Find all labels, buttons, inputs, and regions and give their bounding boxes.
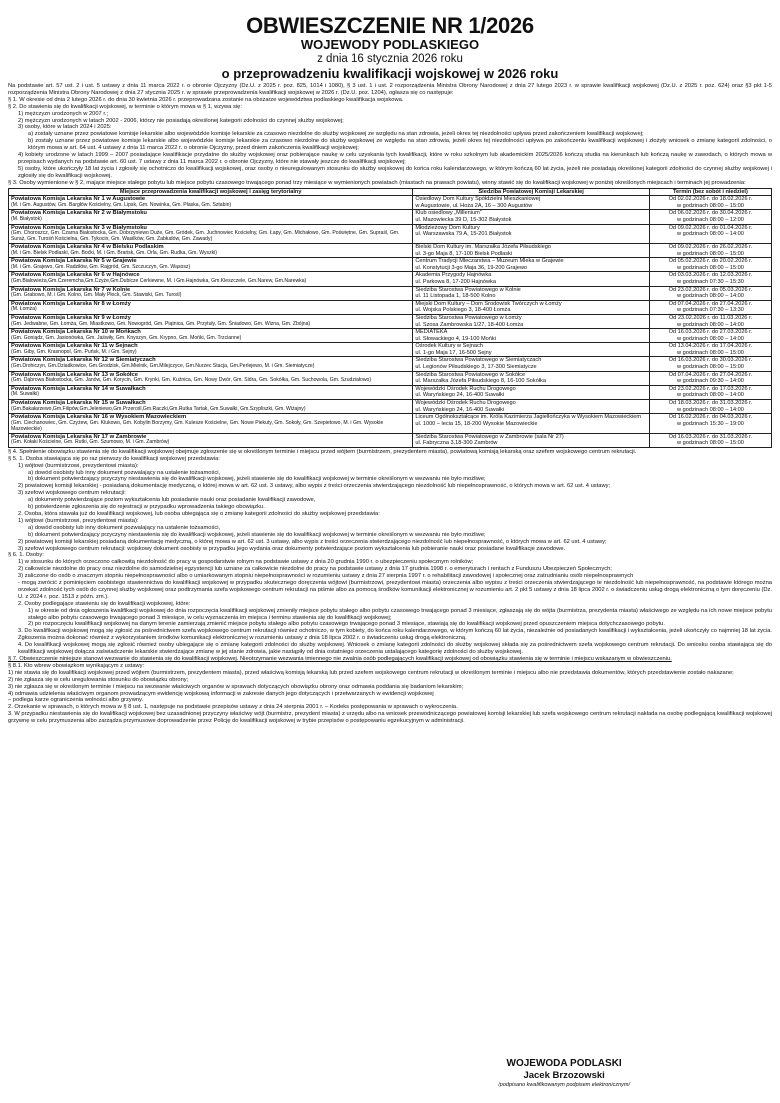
seat-address: ul. Szosa Zambrowska 1/27, 18-400 Łomża: [415, 321, 524, 328]
col-header-place: Miejsce przeprowadzenia kwalifikacji wojskowej i zasięg terytorialny: [9, 188, 413, 196]
commission-area: (Gm. Ciechanowiec, Gm. Czyżew, Gm. Klukowo, Gm. Kobylin Borzymy, Gm. Kulesze Kościelne, Gm. Nowe Piekuty, Gm. Sokoły, Gm. Szepietowo, M. i Gm. Wysokie Mazowieckie): [11, 419, 384, 432]
term-cell: [649, 357, 771, 371]
seat-cell: [413, 272, 650, 286]
section-8-head: § 8.1. Kto wbrew obowiązkom wynikającym z ustawy:: [8, 662, 145, 669]
seat-address: w Augustowie, ul. Hoża 2A, 16 – 300 Augustów: [415, 202, 533, 209]
term-dates: Od 02.02.2026 r. do 18.02.2026 r.: [668, 196, 753, 203]
seat-address: ul. Konstytucji 3-go Maja 36, 19-200 Grajewo: [415, 264, 528, 271]
term-hours: w godzinach 08:00 – 15:00: [677, 202, 744, 209]
signature-name: Jacek Brzozowski: [523, 1070, 605, 1081]
term-cell: [649, 258, 771, 272]
commission-area: (Gm.Białowieża,Gm.Czeremcha,Gm.Czyże,Gm.Dubicze Cerkiewne, M. i Gm.Hajnówka, Gm.Kleszczele, Gm.Narew, Gm.Narewka): [11, 277, 307, 284]
term-hours: w godzinach 08:00 – 12:00: [677, 216, 744, 223]
commission-area: (M. Łomża): [11, 306, 37, 313]
commission-name: Powiatowa Komisja Lekarska Nr 15 w Suwałkach: [11, 400, 146, 407]
seat-name: Osiedlowy Dom Kultury Spółdzielni Mieszkaniowej: [415, 196, 541, 203]
section-8-penalty: – podlega karze ograniczenia wolności albo grzywny.: [8, 697, 144, 704]
intro-paragraph: Na podstawie art. 57 ust. 2 i ust. 5 ustawy z dnia 11 marca 2022 r. o obronie Ojczyzny (Dz.U. z 2025 r. poz. 825, 1014 i 1080), § 3 ust. 1 i ust. 2 rozporządzenia Ministra Obrony Narodowej z dnia 27 lutego 2023 r. w sprawie kwalifikacji wojskowej (Dz.U. z 2025 r. poz. 624) oraz §3 pkt 1-5 rozporządzenia Ministra Obrony Narodowej z dnia 27 stycznia 2025 r. w sprawie przeprowadzenia kwalifikacji wojskowej w 2026 r. (Dz.U. poz. 1204), ogłasza się co następuje:: [8, 83, 772, 96]
section-6-3: 3. Do kwalifikacji wojskowej mogą się zgłosić za pośrednictwem szefa wojskowego centrum rekrutacji również ochotniczo, w tym kobiety, do końca roku kalendarzowego, w którym kończą 60 lat życia, niezależnie od posiadanych kwalifikacji i wykształcenia, jeżeli ukończyły co najmniej 18 lat życia. Zgłoszenia można dokonać również z wykorzystaniem środków komunikacji elektronicznej w rozumieniu ustawy z dnia 18 lipca 2002 r. o świadczeniu usług drogą elektroniczną.: [18, 628, 772, 642]
authority-line: WOJEWODY PODLASKIEGO: [300, 37, 480, 52]
table-row: [9, 371, 772, 385]
table-row: [9, 433, 772, 447]
table-row: [9, 210, 772, 224]
commission-area: (Gm.Drohiczyn, Gm.Dziadkowice, Gm.Grodzisk, Gm.Mielnik, Gm.Milejczyce, Gm.Nurzec Stacja, Gm.Perlejewo, M. i Gm. Siemiatycze): [11, 363, 315, 370]
term-dates: Od 06.02.2026 r. do 30.04.2026 r.: [668, 210, 753, 217]
term-dates: Od 23.02.2026 r. do 17.03.2026 r.: [668, 385, 753, 392]
section-2-head: § 2. Do stawienia się do kwalifikacji wojskowej, w terminie o którym mowa w § 1, wzywa się:: [8, 103, 242, 110]
term-cell: [649, 329, 771, 343]
commission-area: (Gm. Kołaki Kościelne, Gm. Rutki, Gm. Szumowo, M. i Gm. Zambrów): [11, 439, 170, 446]
section-2-point-1: 1) mężczyzn urodzonych w 2007 r.;: [18, 110, 109, 117]
table-row: [9, 243, 772, 257]
seat-cell: [413, 314, 650, 328]
section-5-1-point-1b: b) dokument potwierdzający przyczyny niestawienia się do kwalifikacji wojskowej, jeżeli stawienie się do kwalifikacji wojskowej w terminie określonym w wezwaniu nie było możliwe;: [28, 476, 486, 483]
col-header-dates: Termin (bez sobót i niedziel): [649, 188, 771, 196]
table-row: [9, 224, 772, 243]
commission-name: Powiatowa Komisja Lekarska Nr 10 w Mońkach: [11, 329, 141, 336]
commission-area: (M. i Gm. Grajewo, Gm. Radziłów, Gm. Rajgród, Gm. Szczuczyn, Gm. Wąsosz): [11, 263, 191, 270]
commission-name: Powiatowa Komisja Lekarska Nr 12 w Siemiatyczach: [11, 357, 156, 364]
seat-address: ul. Fabryczna 3,18-300 Zambrów: [415, 440, 498, 447]
table-row: [9, 286, 772, 300]
term-cell: [649, 414, 771, 433]
commission-name: Powiatowa Komisja Lekarska Nr 4 w Bielsku Podlaskim: [11, 243, 164, 250]
term-hours: w godzinach 15:30 – 19:00: [677, 420, 744, 427]
seat-cell: [413, 371, 650, 385]
section-8-point-3: 3) nie zgłasza się w określonym terminie i miejscu na wezwanie właściwych organów w sprawach dotyczących obowiązku obrony oraz odmawia poddania się badaniom lekarskim;: [8, 683, 464, 690]
commission-cell: [9, 224, 413, 243]
section-5-2-point-3: 3) szefowi wojskowego centrum rekrutacji: wojskowy dokument osobisty w przypadku jego wydania oraz dokumenty potwierdzające poziom wykształcenia lub pobieranie nauki oraz posiadane kwalifikacje zawodowe.: [18, 545, 566, 552]
seat-cell: [413, 329, 650, 343]
commission-name: Powiatowa Komisja Lekarska Nr 17 w Zambrowie: [11, 433, 147, 440]
term-hours: w godzinach 08:00 – 15:00: [677, 349, 744, 356]
table-row: [9, 400, 772, 414]
section-5-2-point-1b: b) dokument potwierdzający przyczyny niestawienia się do kwalifikacji wojskowej, jeżeli stawienie się do kwalifikacji wojskowej w terminie określonym w wezwaniu nie było możliwe;: [28, 531, 486, 538]
commission-cell: [9, 286, 413, 300]
commission-cell: [9, 371, 413, 385]
commission-area: (M. i Gm. Augustów, Gm. Bargłów Kościelny, Gm. Lipsk, Gm. Nowinka, Gm. Płaska, Gm. Sztabin): [11, 201, 232, 208]
section-5-1-point-1a: a) dowód osobisty lub inny dokument pozwalający na ustalenie tożsamości,: [28, 469, 221, 476]
section-5-2-point-1a: a) dowód osobisty lub inny dokument pozwalający na ustalenie tożsamości,: [28, 524, 221, 531]
seat-cell: [413, 414, 650, 433]
term-dates: Od 03.03.2026 r. do 12.03.2026 r.: [668, 272, 753, 279]
commission-name: Powiatowa Komisja Lekarska Nr 2 w Białymstoku: [11, 210, 147, 217]
seat-name: Centrum Tradycji Mleczarstwa – Muzeum Mleka w Grajewie: [415, 258, 564, 265]
seat-address: ul. Waryńskiego 24, 16-400 Suwałki: [415, 406, 505, 413]
seat-address: ul. Warszawska 79 A, 15-201 Białystok: [415, 231, 512, 238]
commission-name: Powiatowa Komisja Lekarska Nr 16 w Wysokiem Mazowieckiem: [11, 414, 187, 421]
seat-cell: [413, 400, 650, 414]
commission-area: (M. i Gm. Bielsk Podlaski, Gm. Boćki, M. i Gm. Brańsk, Gm. Orla, Gm. Rudka, Gm. Wyszki): [11, 249, 217, 256]
seat-cell: [413, 196, 650, 210]
document-title: OBWIESZCZENIE NR 1/2026: [246, 13, 534, 38]
seat-address: ul. 1-go Maja 17, 16-500 Sejny: [415, 349, 492, 356]
commission-area: (M. Suwałki): [11, 391, 40, 398]
term-hours: w godzinach 08:00 – 14:00: [677, 231, 744, 238]
section-8-3: 3. W przypadku niestawienia się do kwalifikacji wojskowej bez uzasadnionej przyczyny właściwy wójt (burmistrz, prezydent miasta) z urzędu albo na wniosek przewodniczącego powiatowej komisji lekarskiej lub szefa wojskowego centrum rekrutacji nakłada na osobę podlegającą kwalifikacji wojskowej grzywnę w celu przymuszenia albo zarządza przymusowe doprowadzenie przez Policję do kwalifikacji wojskowej w trybie przepisów o postępowaniu egzekucyjnym w administracji.: [8, 711, 772, 725]
seat-name: Klub osiedlowy „Millenium”: [415, 210, 482, 217]
commission-cell: [9, 300, 413, 314]
section-5-1-point-3: 3) szefowi wojskowego centrum rekrutacji:: [18, 490, 126, 497]
seat-cell: [413, 433, 650, 447]
table-row: [9, 272, 772, 286]
section-2-point-3b: b) zostały uznane przez powiatowe komisje lekarskie albo wojewódzkie komisje lekarskie za czasowo niezdolne do służby wojskowej ze względu na stan zdrowia, jeżeli okres tej niezdolności upływa po zakończeniu kwalifikacji wojskowej i złożyły wniosek o zmianę kategorii zdolności, o którym mowa w art. 64 ust. 4 ustawy z dnia 11 marca 2022 r. o obronie Ojczyzny, przed dniem zakończenia kwalifikacji wojskowej;: [28, 138, 772, 152]
commission-cell: [9, 385, 413, 399]
section-2-point-2: 2) mężczyzn urodzonych w latach 2002 - 2006, którzy nie posiadają określonej kategorii zdolności do czynnej służby wojskowej;: [18, 117, 344, 124]
term-dates: Od 07.04.2026 r. do 27.04.2026 r.: [668, 371, 753, 378]
section-6-2: 2. Osoby podlegające stawieniu się do kwalifikacji wojskowej, które:: [18, 600, 191, 607]
seat-cell: [413, 210, 650, 224]
commission-cell: [9, 357, 413, 371]
section-2-point-3a: a) zostały uznane przez powiatowe komisje lekarskie albo wojewódzkie komisje lekarskie za czasowo niezdolne do służby wojskowej ze względu na stan zdrowia, jeżeli okres tej niezdolności upływa przed zakończeniem kwalifikacji wojskowej;: [28, 131, 644, 138]
term-hours: w godzinach 07:30 – 13:30: [677, 307, 744, 314]
term-hours: w godzinach 09:30 – 14:00: [677, 378, 744, 385]
term-cell: [649, 272, 771, 286]
term-cell: [649, 286, 771, 300]
term-dates: Od 07.04.2026 r. do 27.04.2026 r.: [668, 300, 753, 307]
term-hours: w godzinach 08:00 – 15:00: [677, 364, 744, 371]
section-6-point-1: 1) w stosunku do których orzeczono całkowitą niezdolność do pracy w gospodarstwie rolnym na podstawie ustawy z dnia 20 grudnia 1990 r. o ubezpieczeniu społecznym rolników;: [18, 559, 474, 566]
section-6-2-point-2: 2) po rozpoczęciu kwalifikacji wojskowej na danym terenie zamierzają zmienić miejsce pobytu stałego albo pobytu czasowego trwającego ponad 3 miesiące, stawiają się do kwalifikacji wojskowej przed opuszczeniem miejsca dotychczasowego pobytu.: [28, 621, 665, 628]
seat-cell: [413, 286, 650, 300]
signature-role: WOJEWODA PODLASKI: [506, 1058, 622, 1069]
seat-address: ul. Waryńskiego 24, 16-400 Suwałki: [415, 392, 505, 399]
section-5-head: § 5. 1. Osoba stawiająca się po raz pierwszy do kwalifikacji wojskowej przedstawia:: [8, 455, 220, 462]
seat-address: ul. 3-go Maja 8, 17-100 Bielsk Podlaski: [415, 250, 513, 257]
section-6-4: 4. Do kwalifikacji wojskowej mogą się zgłosić również osoby ubiegające się o zmianę kategorii zdolności do służby wojskowej. Wniosek o zmianę kategorii zdolności do służby wojskowej składa się za pośrednictwem szefa wojskowego centrum rekrutacji. Do wniosku osoba stawiająca się do kwalifikacji wojskowej dołącza zaświadczenie lekarskie stwierdzające zmianę w jej stanie zdrowia, jakie nastąpiły od dnia ostatniego orzeczenia ustalającego kategorię zdolności do służby wojskowej.: [18, 642, 772, 656]
section-8-point-1: 1) nie stawia się do kwalifikacji wojskowej przed wójtem (burmistrzem, prezydentem miasta), przed właściwą komisją lekarską lub przed szefem wojskowego centrum rekrutacji w określonym terminie i miejscu albo nie przedstawia dokumentów, których przedstawienie zostało nakazane;: [8, 669, 734, 676]
section-5-1-point-3a: a) dokumenty potwierdzające poziom wykształcenia lub posiadanie nauki oraz posiadanie kwalifikacji zawodowe,: [28, 497, 316, 504]
commission-cell: [9, 314, 413, 328]
term-dates: Od 16.02.2026 r. do 04.03.2026 r.: [668, 414, 753, 421]
term-dates: Od 18.03.2026 r. do 31.03.2026 r.: [668, 400, 753, 407]
section-6-point-3: 3) zaliczone do osób o znacznym stopniu niepełnosprawności albo o umiarkowanym stopniu niepełnosprawności w rozumieniu ustawy z dnia 27 sierpnia 1997 r. o rehabilitacji zawodowej i społecznej oraz zatrudnianiu osób niepełnosprawnych: [18, 573, 634, 580]
notice-body-lower: [8, 449, 772, 725]
commission-cell: [9, 210, 413, 224]
seat-address: ul. Marszałka Józefa Piłsudskiego 8, 16-100 Sokółka: [415, 378, 546, 385]
seat-cell: [413, 300, 650, 314]
commission-cell: [9, 400, 413, 414]
seat-name: Wojewódzki Ośrodek Ruchu Drogowego: [415, 400, 516, 407]
section-2-point-3: 3) osoby, które w latach 2024 i 2025:: [18, 124, 112, 131]
term-dates: Od 09.02.2026 r. do 26.02.2026 r.: [668, 243, 753, 250]
section-6-head: § 6. 1. Osoby:: [8, 552, 44, 559]
commission-name: Powiatowa Komisja Lekarska Nr 11 w Sejnach: [11, 343, 138, 350]
term-dates: Od 09.02.2026 r. do 01.04.2026 r.: [668, 224, 753, 231]
term-cell: [649, 210, 771, 224]
commission-name: Powiatowa Komisja Lekarska Nr 6 w Hajnówce: [11, 272, 140, 279]
term-cell: [649, 243, 771, 257]
seat-name: Siedziba Starostwa Powiatowego w Kolnie: [415, 286, 521, 293]
date-line: z dnia 16 stycznia 2026 roku: [317, 53, 463, 65]
signature-note: /podpisano kwalifikowanym podpisem elektronicznym/: [498, 1082, 630, 1088]
table-header-row: [9, 188, 772, 196]
section-6-2-point-1: 1) w okresie od dnia ogłoszenia kwalifikacji wojskowej do dnia rozpoczęcia kwalifikacji wojskowej zmieniły miejsce pobytu stałego albo pobytu czasowego trwającego ponad 3 miesiące, zgłaszają się do wójta (burmistrza, prezydenta miasta) właściwego ze względu na ich nowe miejsce pobytu stałego albo pobytu czasowego trwającego ponad 3 miesiące, w celu wyznaczenia im miejsca i terminu stawienia się do kwalifikacji wojskowej;: [28, 607, 772, 621]
seat-name: Miejski Dom Kultury – Dom Środowisk Twórczych w Łomży: [415, 300, 562, 307]
col-header-seat: Siedziba Powiatowej Komisji Lekarskiej: [413, 188, 650, 196]
seat-address: ul. 1000 – lecia 15, 18-200 Wysokie Mazowieckie: [415, 420, 538, 427]
term-dates: Od 13.04.2026 r. do 17.04.2026 r.: [668, 343, 753, 350]
seat-address: ul. Legionów Piłsudskiego 3, 17-300 Siemiatycze: [415, 364, 537, 371]
term-hours: w godzinach 08:00 – 14:00: [677, 321, 744, 328]
term-hours: w godzinach 08:00 – 15:00: [677, 264, 744, 271]
seat-address: ul. Mazowiecka 39 D, 15-302 Białystok: [415, 216, 512, 223]
section-5-1-point-1: 1) wójtowi (burmistrzowi, prezydentowi miasta):: [18, 462, 139, 469]
subject-line: o przeprowadzeniu kwalifikacji wojskowej w 2026 roku: [221, 66, 559, 81]
term-hours: w godzinach 08:00 – 14:00: [677, 406, 744, 413]
commission-table: [8, 188, 772, 448]
seat-name: Ośrodek Kultury w Sejnach: [415, 343, 483, 350]
seat-cell: [413, 385, 650, 399]
commission-cell: [9, 433, 413, 447]
term-cell: [649, 371, 771, 385]
commission-area: (Gm. Goniądz, Gm. Jasionówka, Gm. Jaświły, Gm. Knyszyn, Gm. Krypno, Gm. Mońki, Gm. Trzcianne): [11, 334, 242, 341]
term-cell: [649, 196, 771, 210]
seat-cell: [413, 258, 650, 272]
term-hours: w godzinach 08:00 – 14:00: [677, 335, 744, 342]
table-row: [9, 414, 772, 433]
commission-area: (Gm. Dąbrowa Białostocka, Gm. Janów, Gm. Korycin, Gm. Krynki, Gm. Kuźnica, Gm. Nowy Dwór, Gm. Sidra, Gm. Sokółka, Gm. Suchowola, Gm. Szudziałowo): [11, 377, 372, 384]
seat-name: Bielski Dom Kultury im. Marszałka Józefa Piłsudskiego: [415, 243, 551, 250]
seat-address: ul. Słowackiego 4, 19-100 Mońki: [415, 335, 496, 342]
section-6-point-2: 2) całkowicie niezdolne do pracy oraz niezdolne do samodzielnej egzystencji lub uznane za całkowicie niezdolne do pracy na podstawie ustawy z dnia 17 grudnia 1998 r. o emeryturach i rentach z Funduszu Ubezpieczeń Społecznych;: [18, 566, 612, 573]
commission-name: Powiatowa Komisja Lekarska Nr 5 w Grajewie: [11, 258, 137, 265]
term-cell: [649, 343, 771, 357]
seat-name: Siedziba Starostwa Powiatowego w Siemiatyczach: [415, 357, 542, 364]
term-cell: [649, 314, 771, 328]
seat-cell: [413, 243, 650, 257]
commission-cell: [9, 329, 413, 343]
seat-name: Młodzieżowy Dom Kultury: [415, 224, 480, 231]
term-dates: Od 16.03.2026 r. do 27.03.2026 r.: [668, 329, 753, 336]
section-4: § 4. Spełnienie obowiązku stawienia się do kwalifikacji wojskowej obejmuje zgłoszenie się w określonym terminie i miejscu przed wójtem (burmistrzem, prezydentem miasta), powiatową komisją lekarską oraz szefem wojskowego centrum rekrutacji.: [8, 448, 637, 455]
seat-name: Liceum Ogólnokształcące im. Króla Kazimierza Jagiellończyka w Wysokiem Mazowieckiem: [415, 414, 642, 421]
seat-name: MEDIATEKA: [415, 329, 448, 336]
commission-name: Powiatowa Komisja Lekarska Nr 14 w Suwałkach: [11, 385, 146, 392]
commission-cell: [9, 343, 413, 357]
section-2-point-4: 4) kobiety urodzone w latach 1999 – 2007 posiadające kwalifikacje przydatne do służby wojskowej oraz pobierające naukę w celu uzyskania tych kwalifikacji, które w roku szkolnym lub akademickim 2025/2026 kończą studia na kierunkach lub kończą naukę w zawodach, o których mowa w przepisach wydanych na podstawie art. 60 ust. 7 ustawy z dnia 11 marca 2022 r. o obronie Ojczyzny, które nie stawały jeszcze do kwalifikacji wojskowej;: [18, 152, 772, 165]
term-cell: [649, 224, 771, 243]
section-8-2: 2. Orzekanie w sprawach, o których mowa w § 8 ust. 1, następuje na podstawie przepisów ustawy z dnia 24 sierpnia 2001 r. – Kodeks postępowania w sprawach o wykroczenia.: [8, 704, 458, 711]
term-dates: Od 16.03.2026 r. do 31.03.2026 r.: [668, 433, 753, 440]
seat-name: Siedziba Starostwa Powiatowego w Zambrowie (sala Nr 27): [415, 433, 564, 440]
commission-area: (Gm. Jedwabne, Gm. Łomża, Gm. Miastkowo, Gm. Nowogród, Gm. Piątnica, Gm. Przytuły, Gm. Śniadowo, Gm. Wizna, Gm. Zbójna): [11, 320, 311, 327]
commission-cell: [9, 258, 413, 272]
commission-cell: [9, 196, 413, 210]
commission-area: (Gm.Bakałarzewo,Gm.Filipów,Gm.Jeleniewo,Gm.Przerośl,Gm.Raczki,Gm.Rutka Tartak, Gm.Suwałki, Gm.Szypliszki, Gm. Wiżajny): [11, 405, 306, 412]
table-row: [9, 258, 772, 272]
section-5-1-point-3b: b) potwierdzenie zgłoszenia się do rejestracji w przypadku wprowadzenia takiego obowiązku.: [28, 504, 265, 511]
section-5-2-point-1: 1) wójtowi (burmistrzowi, prezydentowi miasta):: [18, 517, 139, 524]
term-hours: w godzinach 08:00 – 14:00: [677, 293, 744, 300]
table-body: [9, 196, 772, 448]
section-5-1-point-2: 2) powiatowej komisji lekarskiej - posiadaną dokumentację medyczną, o której mowa w art. 62 ust. 3 ustawy, albo wypis z treści orzeczenia stwierdzającego niezdolność lub niepełnosprawność, o których mowa w art. 62 ust. 4 ustawy;: [18, 483, 611, 490]
term-dates: Od 16.03.2026 r. do 30.03.2026 r.: [668, 357, 753, 364]
seat-name: Siedziba Starostwa Powiatowego w Łomży: [415, 314, 522, 321]
seat-cell: [413, 224, 650, 243]
commission-name: Powiatowa Komisja Lekarska Nr 9 w Łomży: [11, 314, 131, 321]
term-cell: [649, 400, 771, 414]
seat-address: ul. 11 Listopada 1, 18-500 Kolno: [415, 293, 496, 300]
term-cell: [649, 433, 771, 447]
table-row: [9, 314, 772, 328]
term-hours: w godzinach 08:00 – 14:00: [677, 392, 744, 399]
commission-name: Powiatowa Komisja Lekarska Nr 13 w Sokółce: [11, 371, 138, 378]
term-dates: Od 23.02.2026 r. do 11.03.2026 r.: [668, 314, 753, 321]
term-dates: Od 23.02.2026 r. do 05.03.2026 r.: [668, 286, 753, 293]
commission-area: (Gm. Giby, Gm. Krasnopol, Gm. Puńsk, M. i Gm. Sejny): [11, 348, 137, 355]
table-row: [9, 196, 772, 210]
term-hours: w godzinach 08:00 – 15:00: [677, 440, 744, 447]
term-dates: Od 05.02.2026 r. do 20.02.2026 r.: [668, 258, 753, 265]
term-hours: w godzinach 08:00 – 15:00: [677, 250, 744, 257]
commission-name: Powiatowa Komisja Lekarska Nr 8 w Łomży: [11, 300, 131, 307]
signature-block: [498, 1057, 630, 1089]
table-row: [9, 300, 772, 314]
seat-address: ul. Parkowa 8, 17-200 Hajnówka: [415, 278, 496, 285]
section-1: § 1. W okresie od dnia 2 lutego 2026 r. do dnia 30 kwietnia 2026 r. przeprowadzana zostanie na obszarze województwa podlaskiego kwalifikacja wojskowa.: [8, 96, 404, 103]
table-row: [9, 385, 772, 399]
notice-body: [8, 83, 772, 187]
section-8-point-4: 4) odmawia udzielenia właściwym organom prowadzącym ewidencję wojskową informacji w zakresie danych jego dotyczących i przetwarzanych w ewidencji wojskowej: [8, 690, 434, 697]
section-2-point-5: 5) osoby, które ukończyły 18 lat życia i zgłosiły się ochotniczo do kwalifikacji wojskowej, oraz osoby o nieuregulowanym stosunku do służby wojskowej do końca roku kalendarzowego, w którym kończą 60 lat życia, jeżeli nie posiadają określonej kategorii zdolności do czynnej służby wojskowej i zgłosiły się do kwalifikacji wojskowej.: [18, 165, 772, 179]
term-cell: [649, 300, 771, 314]
section-8-point-2: 2) nie zgłasza się w celu uregulowania stosunku do obowiązku obrony;: [8, 676, 189, 683]
commission-name: Powiatowa Komisja Lekarska Nr 7 w Kolnie: [11, 286, 131, 293]
commission-area: (Gm. Choroszcz, Gm. Czarna Białostocka, Gm. Dobrzyniewo Duże, Gm. Gródek, Gm. Juchnowiec Kościelny, Gm. Łapy, Gm. Michałowo, Gm. Poświętne, Gm. Supraśl, Gm. Suraż, Gm. Turośń Kościelna, Gm. Tykocin, Gm. Wasilków, Gm. Zabłudów, Gm. Zawady): [11, 230, 400, 243]
table-row: [9, 357, 772, 371]
commission-cell: [9, 414, 413, 433]
commission-area: (M. Białystok): [11, 215, 42, 222]
commission-name: Powiatowa Komisja Lekarska Nr 3 w Białymstoku: [11, 224, 147, 231]
table-row: [9, 343, 772, 357]
section-6-point-3-note: - mogą zwrócić z pominięciem osobistego stawiennictwa do kwalifikacji wojskowej w przypadku skutecznego doręczenia wójtowi (burmistrzowi, prezydentowi miasta) orzeczenia albo wypisu z treści orzeczenia stwierdzającego te niezdolność lub niepełnosprawność, na podstawie którego można orzekać zdolność tych osób do czynnej służby wojskowej oraz podtrzymania szefa wojskowego centrum rekrutacji na piśmie albo za pomocą środków komunikacji elektronicznej w rozumieniu art. 2 pkt 5 ustawy z dnia 18 lipca 2002 r. o świadczeniu usług drogą elektroniczną o tym doręczeniu (Dz. U. z 2024 r. poz. 1513 z późn. zm.).: [18, 580, 772, 600]
seat-name: Siedziba Starostwa Powiatowego w Sokółce: [415, 371, 526, 378]
section-5-2: 2. Osoba, która stawała już do kwalifikacji wojskowej, lub osoba ubiegająca się o zmianę kategorii zdolności do służby wojskowej przedstawia:: [18, 510, 380, 517]
term-hours: w godzinach 07:30 – 15:30: [677, 278, 744, 285]
seat-cell: [413, 357, 650, 371]
seat-cell: [413, 343, 650, 357]
term-cell: [649, 385, 771, 399]
commission-area: (Gm. Grabowo, M. i Gm. Kolno, Gm. Mały Płock, Gm. Stawiski, Gm. Turośl): [11, 292, 182, 299]
seat-name: Akademia Przygody Hajnówka: [415, 272, 492, 279]
commission-cell: [9, 243, 413, 257]
section-3: § 3. Osoby wymienione w § 2, mające miejsce stałego pobytu lub miejsce pobytu czasowego trwającego ponad trzy miesiące w wymienionych powiatach (miastach na prawach powiatu), winny stawić się do kwalifikacji wojskowej w poniżej określonych miejscach i terminach jej prowadzenia:: [8, 179, 746, 186]
section-7: § 7. Obwieszczenie niniejsze stanowi wezwanie do stawienia się do kwalifikacji wojskowej. Nieotrzymanie wezwania imiennego nie zwalnia osób podlegających kwalifikacji wojskowej od obowiązku stawienia się w terminie i miejscu wskazanym w obwieszczeniu.: [8, 656, 672, 662]
seat-address: ul. Wojska Polskiego 3, 18-400 Łomża: [415, 307, 511, 314]
section-5-2-point-2: 2) powiatowej komisji lekarskiej posiadaną dokumentację medyczną, o której mowa w art. 62 ust. 3 ustawy, albo wypis z treści orzeczenia stwierdzającego niezdolność lub niepełnosprawność, o których mowa w art. 62 ust. 4 ustawy;: [18, 538, 607, 545]
commission-cell: [9, 272, 413, 286]
seat-name: Wojewódzki Ośrodek Ruchu Drogowego: [415, 385, 516, 392]
table-row: [9, 329, 772, 343]
commission-name: Powiatowa Komisja Lekarska Nr 1 w Augustowie: [11, 196, 146, 203]
